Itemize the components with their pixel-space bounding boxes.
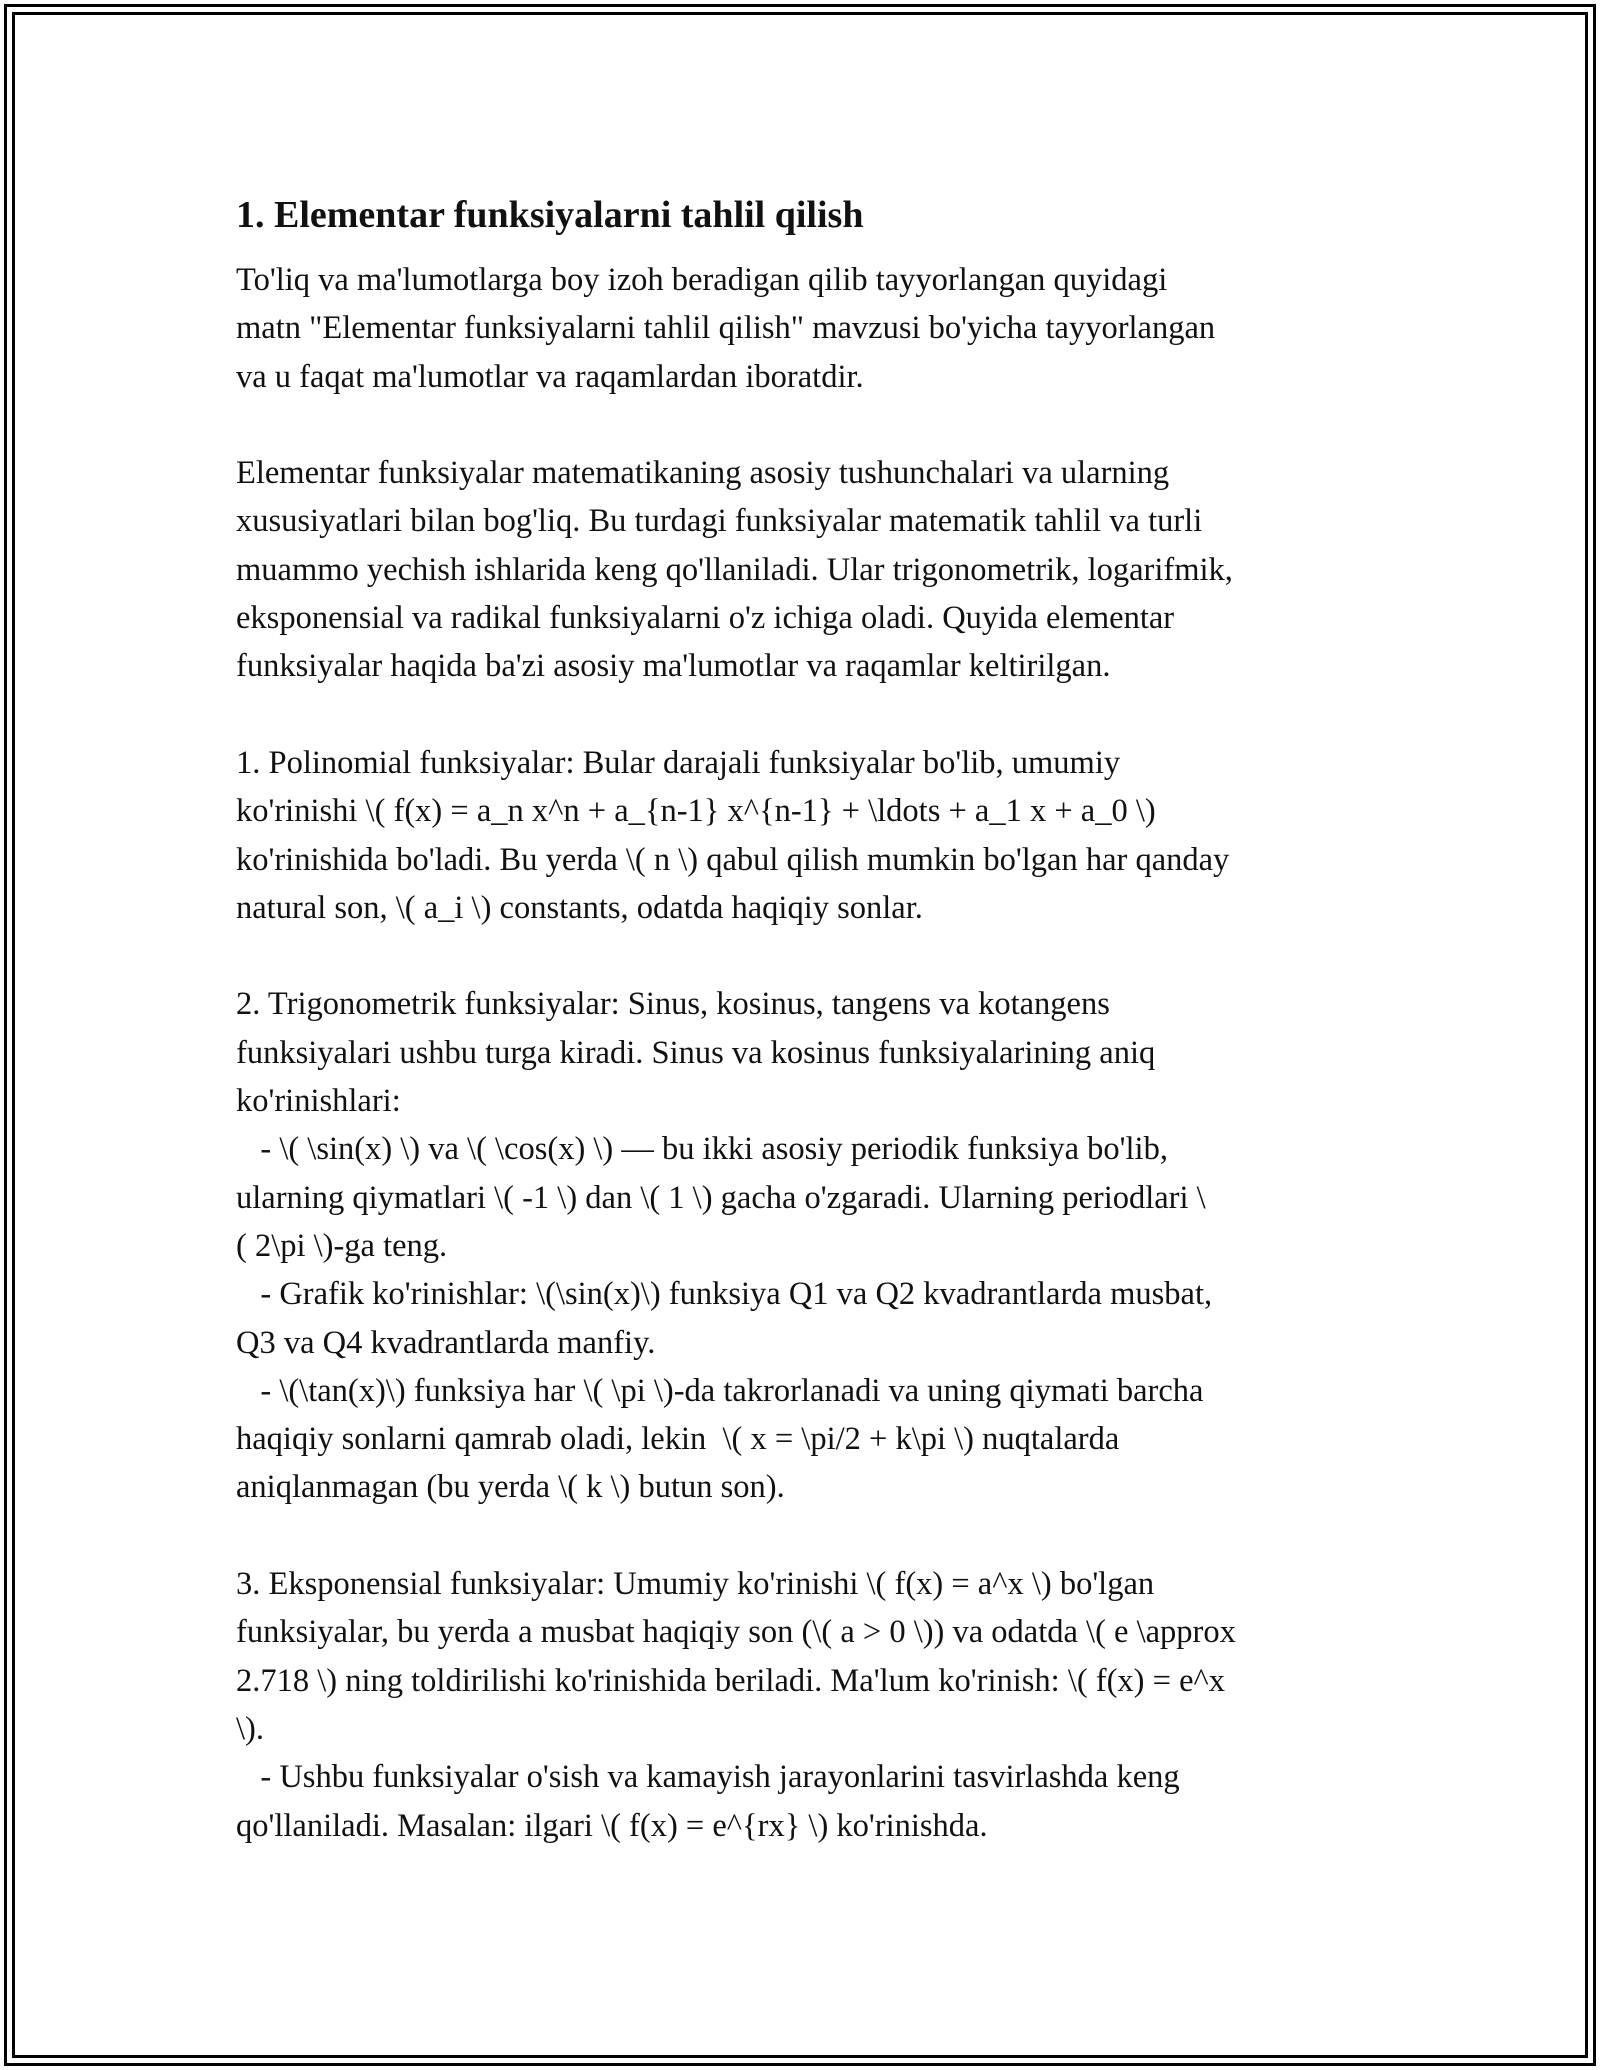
text-line: Q3 va Q4 kvadrantlarda manfiy. bbox=[236, 1324, 656, 1361]
text-line: ko'rinishlari: bbox=[236, 1083, 401, 1120]
text-line: xususiyatlari bilan bog'liq. Bu turdagi funksiyalar matematik tahlil va turli bbox=[236, 503, 1203, 540]
paragraph-polynomial bbox=[236, 739, 1376, 932]
text-line: aniqlanmagan (bu yerda \( k \) butun son). bbox=[236, 1469, 785, 1506]
text-line: funksiyalar, bu yerda a musbat haqiqiy son (\( a > 0 \)) va odatda \( e \approx bbox=[236, 1614, 1236, 1651]
text-line: - \(\tan(x)\) funksiya har \( \pi \)-da takrorlanadi va uning qiymati barcha bbox=[236, 1372, 1204, 1409]
text-line: funksiyalar haqida ba'zi asosiy ma'lumotlar va raqamlar keltirilgan. bbox=[236, 648, 1111, 685]
text-line: haqiqiy sonlarni qamrab oladi, lekin \( x = \pi/2 + k\pi \) nuqtalarda bbox=[236, 1421, 1120, 1458]
text-line: ko'rinishi \( f(x) = a_n x^n + a_{n-1} x^{n-1} + \ldots + a_1 x + a_0 \) bbox=[236, 793, 1156, 830]
text-line: 2.718 \) ning toldirilishi ko'rinishida beriladi. Ma'lum ko'rinish: \( f(x) = e^x bbox=[236, 1662, 1226, 1699]
text-line: natural son, \( a_i \) constants, odatda haqiqiy sonlar. bbox=[236, 889, 923, 926]
text-line: ( 2\pi \)-ga teng. bbox=[236, 1227, 448, 1264]
text-line: ko'rinishida bo'ladi. Bu yerda \( n \) qabul qilish mumkin bo'lgan har qanday bbox=[236, 841, 1230, 878]
text-line: To'liq va ma'lumotlarga boy izoh beradigan qilib tayyorlangan quyidagi bbox=[236, 262, 1168, 298]
text-line: - Grafik ko'rinishlar: \(\sin(x)\) funksiya Q1 va Q2 kvadrantlarda musbat, bbox=[236, 1276, 1213, 1313]
text-line: ularning qiymatlari \( -1 \) dan \( 1 \) gacha o'zgaradi. Ularning periodlari \ bbox=[236, 1179, 1206, 1216]
text-line: Elementar funksiyalar matematikaning asosiy tushunchalari va ularning bbox=[236, 455, 1170, 492]
paragraph-trigonometric bbox=[236, 980, 1376, 1511]
text-line: 1. Polinomial funksiyalar: Bular darajali funksiyalar bo'lib, umumiy bbox=[236, 744, 1121, 781]
text-line: - \( \sin(x) \) va \( \cos(x) \) — bu ikki asosiy periodik funksiya bo'lib, bbox=[236, 1131, 1168, 1168]
text-line: 3. Eksponensial funksiyalar: Umumiy ko'rinishi \( f(x) = a^x \) bo'lgan bbox=[236, 1566, 1155, 1603]
text-line: - Ushbu funksiyalar o'sish va kamayish jarayonlarini tasvirlashda keng bbox=[236, 1759, 1180, 1796]
text-line: \). bbox=[236, 1710, 264, 1747]
text-line: matn "Elementar funksiyalarni tahlil qilish" mavzusi bo'yicha tayyorlangan bbox=[236, 310, 1216, 347]
paragraph-overview bbox=[236, 449, 1376, 690]
text-line: va u faqat ma'lumotlar va raqamlardan iboratdir. bbox=[236, 358, 864, 395]
document-body bbox=[236, 190, 1376, 1898]
paragraph-intro bbox=[236, 256, 1376, 401]
text-line: qo'llaniladi. Masalan: ilgari \( f(x) = e^{rx} \) ko'rinishda. bbox=[236, 1807, 988, 1844]
text-line: eksponensial va radikal funksiyalarni o'z ichiga oladi. Quyida elementar bbox=[236, 600, 1175, 637]
text-line: 2. Trigonometrik funksiyalar: Sinus, kosinus, tangens va kotangens bbox=[236, 986, 1110, 1023]
text-line: funksiyalari ushbu turga kiradi. Sinus va kosinus funksiyalarining aniq bbox=[236, 1034, 1156, 1071]
section-heading: 1. Elementar funksiyalarni tahlil qilish bbox=[236, 194, 864, 236]
text-line: muammo yechish ishlarida keng qo'llaniladi. Ular trigonometrik, logarifmik, bbox=[236, 551, 1233, 588]
paragraph-exponential bbox=[236, 1560, 1376, 1850]
